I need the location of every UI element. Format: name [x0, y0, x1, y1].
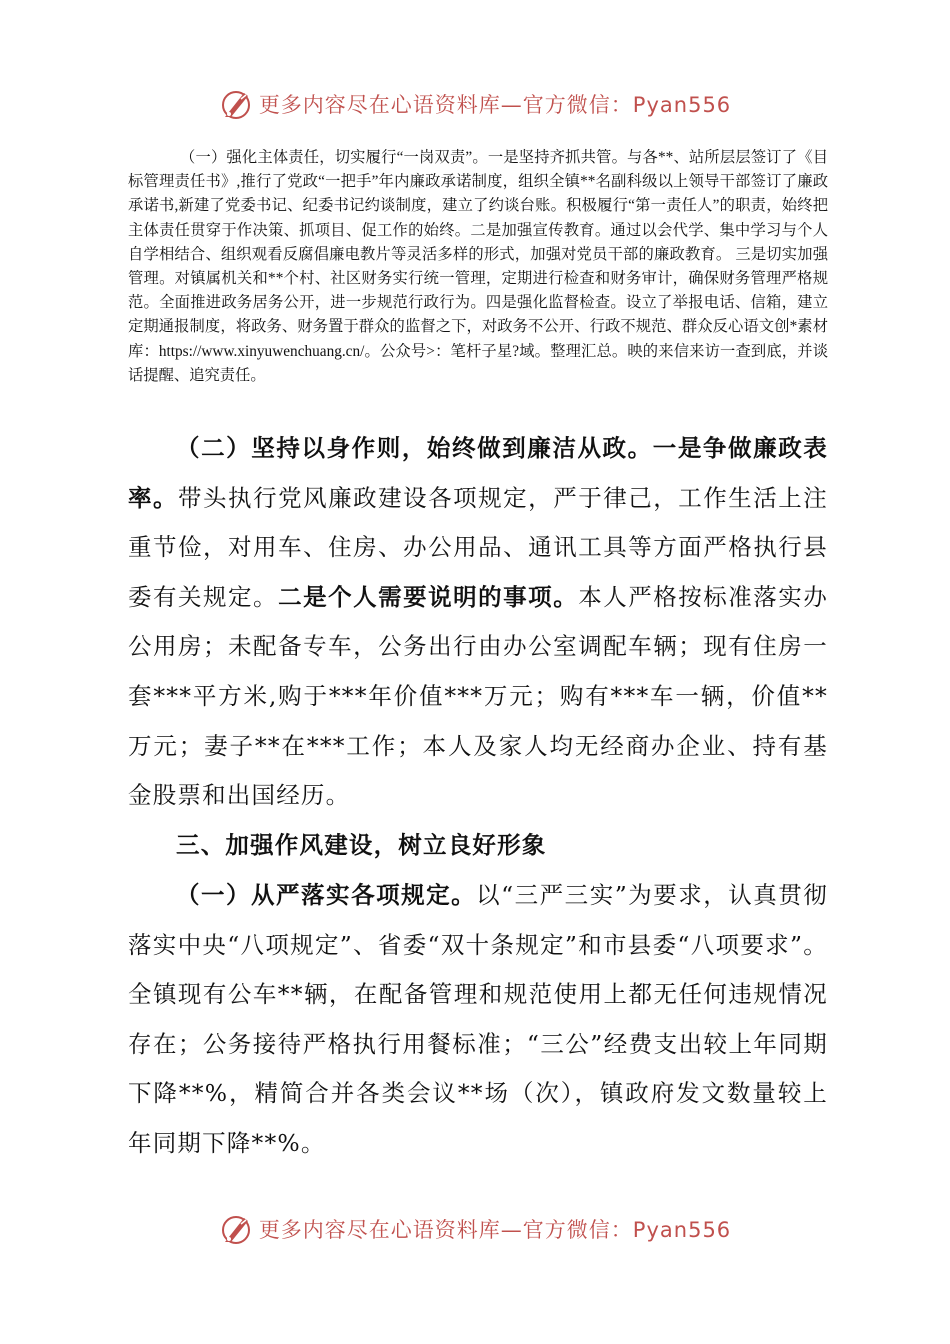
- section-heading-three: 三、加强作风建设，树立良好形象: [176, 831, 547, 859]
- paragraph-small-section-one: （一）强化主体责任，切实履行“一岗双责”。一是坚持齐抓共管。与各**、站所层层签订了《目标管理责任书》,推行了党政“一把手”年内廉政承诺制度，组织全镇**名副科级以上领导干部签订了廉政承诺书,新建了党委书记、纪委书记约谈制度，建立了约谈台账。积极履行“第一责任人”的职责，始终把主体责任贯穿于作决策、抓项目、促工作的始终。二是加强宣传教育。通过以会代学、集中学习与个人自学相结合、组织观看反腐倡廉电教片等灵活多样的形式，加强对党员干部的廉政教育。 三是切实加强管理。对镇属机关和**个村、社区财务实行统一管理，定期进行检查和财务审计，确保财务管理严格规范。全面推进政务居务公开，进一步规范行政行为。四是强化监督检查。设立了举报电话、信箱，建立定期通报制度，将政务、财务置于群众的监督之下，对政务不公开、行政不规范、群众反心语文创*素材库：https://www.xinyuwenchuang.cn/。公众号>：笔杆子星?域。整理汇总。映的来信来访一查到底，并谈话提醒、追究责任。: [128, 149, 828, 384]
- body-text-1: 带头执行党风廉政建设各项规定，严于律己，工作生活上注重节俭，对用车、住房、办公用品、通讯工具等方面严格执行县委有关规定。: [128, 483, 828, 611]
- pen-quill-icon: [219, 87, 253, 121]
- banner-text: 更多内容尽在心语资料库—官方微信：Pyan556: [258, 1218, 732, 1242]
- paragraph-section-two: [128, 424, 828, 821]
- banner-text: 更多内容尽在心语资料库—官方微信：Pyan556: [258, 93, 732, 117]
- pen-quill-icon: [219, 1212, 253, 1246]
- bold-lead-2: 二是个人需要说明的事项。: [278, 582, 579, 611]
- bold-lead-3: （一）从严落实各项规定。: [176, 881, 477, 909]
- bold-lead-1: （二）坚持以身作则，始终做到廉洁从政。一是争做廉政表率。: [128, 434, 828, 512]
- body-text-3: 以“三严三实”为要求，认真贯彻落实中央“八项规定”、省委“双十条规定”和市县委“八项要求”。全镇现有公车**辆，在配备管理和规范使用上都无任何违规情况存在；公务接待严格执行用餐标准；“三公”经费支出较上年同期下降**%，精简合并各类会议**场（次），镇政府发文数量较上年同期下降**%。: [128, 881, 828, 1157]
- header-watermark-banner: [0, 84, 950, 124]
- body-text-2: 本人严格按标准落实办公用房；未配备专车，公务出行由办公室调配车辆；现有住房一套***平方米,购于***年价值***万元；购有***车一辆，价值**万元；妻子**在***工作；本人及家人均无经商办企业、持有基金股票和出国经历。: [128, 582, 829, 810]
- paragraph-section-three-one: [128, 871, 828, 1169]
- footer-watermark-banner: [0, 1209, 950, 1249]
